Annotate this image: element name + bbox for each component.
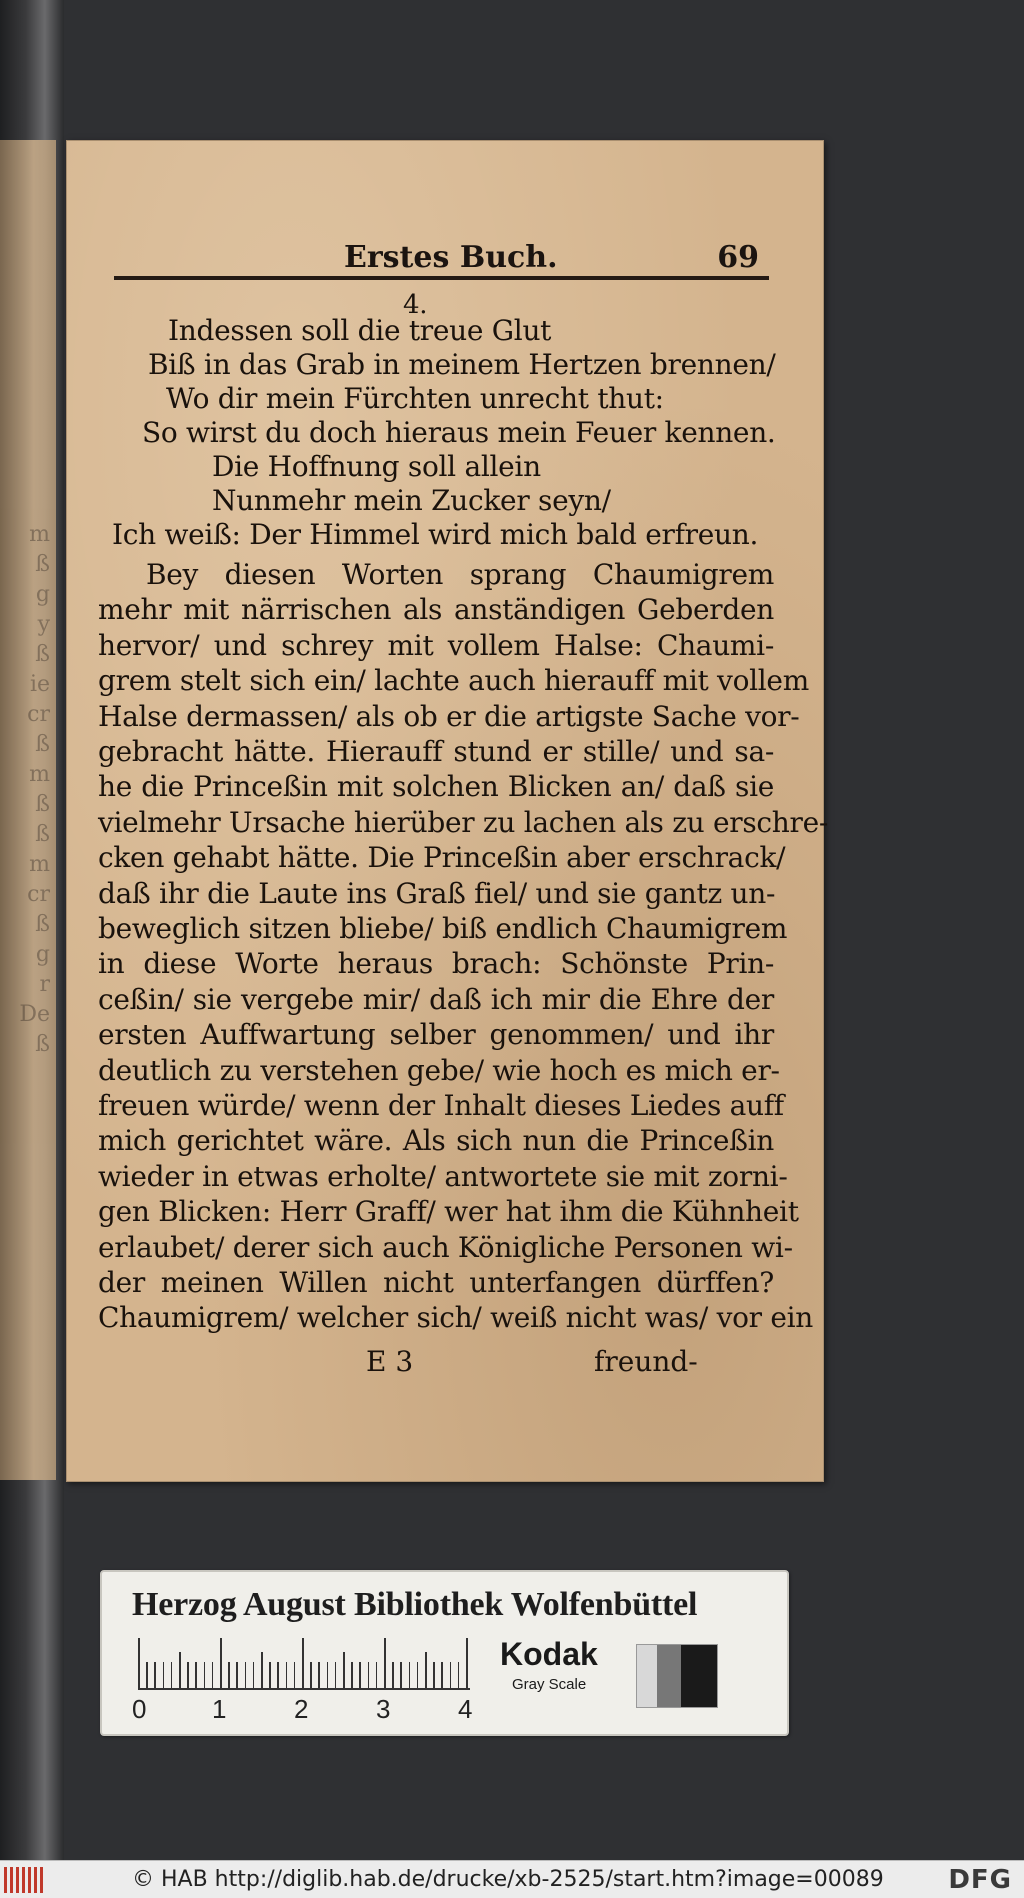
ruler-tick	[376, 1662, 378, 1688]
ruler-tick	[269, 1662, 271, 1688]
poem-line: Indessen soll die treue Glut	[168, 314, 552, 347]
color-reference-card	[100, 1570, 789, 1736]
ruler-tick	[335, 1662, 337, 1688]
ruler-tick	[154, 1662, 156, 1688]
poem-line: Ich weiß: Der Himmel wird mich bald erfreun.	[112, 518, 759, 551]
prose-line: he die Princeßin mit solchen Blicken an/ daß sie	[98, 770, 774, 804]
prose-line: daß ihr die Laute ins Graß fiel/ und sie gantz un-	[98, 876, 776, 910]
prose-line: in diese Worte heraus brach: Schönste Prin-	[98, 947, 774, 981]
adjacent-page-edge	[0, 0, 64, 1860]
prose-line: wieder in etwas erholte/ antwortete sie mit zorni-	[98, 1159, 788, 1193]
ghost-glyph: ß	[35, 1032, 50, 1057]
prose-line: grem stelt sich ein/ lachte auch hierauff mit vollem	[98, 664, 809, 698]
ghost-glyph: m	[29, 852, 50, 877]
prose-line: Bey diesen Worten sprang Chaumigrem	[146, 558, 774, 591]
ruler-tick	[450, 1662, 452, 1688]
stanza-number: 4.	[403, 290, 428, 320]
ruler-tick	[310, 1662, 312, 1688]
ruler-number: 3	[376, 1694, 391, 1724]
ruler-tick	[343, 1652, 345, 1688]
signature-mark: E 3	[366, 1345, 414, 1378]
ruler-tick	[351, 1662, 353, 1688]
ruler-number: 0	[132, 1694, 147, 1724]
ghost-glyph: cr	[27, 702, 50, 727]
poem-line: Nunmehr mein Zucker seyn/	[212, 484, 611, 517]
prose-line: deutlich zu verstehen gebe/ wie hoch es mich er-	[98, 1053, 780, 1087]
running-head: Erstes Buch.	[344, 240, 558, 275]
ruler-tick	[286, 1662, 288, 1688]
ghost-glyph: cr	[27, 882, 50, 907]
ruler-tick	[146, 1662, 148, 1688]
gray-scale-label: Gray Scale	[512, 1676, 587, 1693]
source-footer-bar	[0, 1860, 1024, 1898]
ruler-number: 1	[212, 1694, 227, 1724]
ruler-tick	[253, 1662, 255, 1688]
ruler-tick	[359, 1662, 361, 1688]
ruler-tick	[458, 1662, 460, 1688]
prose-line: ceßin/ sie vergebe mir/ daß ich mir die Ehre der	[98, 982, 774, 1016]
ghost-glyph: ß	[35, 912, 50, 937]
ghost-glyph: ß	[35, 552, 50, 577]
source-url[interactable]: © HAB http://diglib.hab.de/drucke/xb-2525/start.htm?image=00089	[132, 1867, 884, 1892]
ruler-tick	[228, 1662, 230, 1688]
page-footer	[66, 1345, 824, 1385]
prose-line: Chaumigrem/ welcher sich/ weiß nicht was/ vor ein	[98, 1301, 814, 1335]
prose-line: erlaubet/ derer sich auch Königliche Personen wi-	[98, 1230, 793, 1264]
ruler-tick	[138, 1638, 140, 1688]
prose-line: vielmehr Ursache hierüber zu lachen als zu erschre-	[98, 805, 829, 839]
ruler-tick	[302, 1638, 304, 1688]
ghost-glyph: ie	[29, 672, 50, 697]
ruler-tick	[179, 1652, 181, 1688]
ruler-tick	[204, 1662, 206, 1688]
ruler-tick	[433, 1662, 435, 1688]
header-rule	[114, 276, 769, 280]
prose-line: der meinen Willen nicht unterfangen dürffen?	[98, 1266, 774, 1299]
ruler-tick	[163, 1662, 165, 1688]
ghost-glyph: De	[19, 1002, 50, 1027]
prose-line: Halse dermassen/ als ob er die artigste Sache vor-	[98, 699, 800, 733]
page-number: 69	[717, 240, 759, 275]
ruler-tick	[327, 1662, 329, 1688]
poem-line: Wo dir mein Fürchten unrecht thut:	[166, 382, 664, 415]
ruler-tick	[392, 1662, 394, 1688]
ruler-tick	[425, 1652, 427, 1688]
prose-line: hervor/ und schrey mit vollem Halse: Chaumi-	[98, 628, 774, 662]
page-header	[114, 236, 769, 280]
ruler-number: 2	[294, 1694, 309, 1724]
poem-line: Biß in das Grab in meinem Hertzen brennen/	[148, 348, 776, 381]
ruler-tick	[195, 1662, 197, 1688]
ruler-tick	[368, 1662, 370, 1688]
ruler-tick	[441, 1662, 443, 1688]
ruler-tick	[294, 1662, 296, 1688]
poem-line: So wirst du doch hieraus mein Feuer kennen.	[142, 416, 776, 449]
hab-barcode-logo-icon	[4, 1867, 46, 1893]
prose-line: gen Blicken: Herr Graff/ wer hat ihm die Kühnheit	[98, 1195, 799, 1229]
book-page	[66, 140, 829, 1482]
poem-line: Die Hoffnung soll allein	[212, 450, 541, 483]
ruler-tick	[187, 1662, 189, 1688]
ruler-tick	[261, 1652, 263, 1688]
ghost-glyph: ß	[35, 822, 50, 847]
library-title: Herzog August Bibliothek Wolfenbüttel	[132, 1586, 698, 1623]
kodak-logo: Kodak	[500, 1636, 598, 1672]
prose-line: mehr mit närrischen als anständigen Geberden	[98, 593, 774, 627]
ruler-tick	[277, 1662, 279, 1688]
ruler-number: 4	[458, 1694, 473, 1724]
ghost-glyph: g	[35, 582, 50, 607]
ruler-tick	[236, 1662, 238, 1688]
ruler-tick	[466, 1638, 468, 1688]
ruler-tick	[417, 1662, 419, 1688]
ghost-glyph: ß	[35, 792, 50, 817]
ghost-glyph: m	[29, 762, 50, 787]
ruler-tick	[318, 1662, 320, 1688]
ghost-glyph: r	[39, 972, 50, 997]
ruler-tick	[220, 1638, 222, 1688]
ruler-tick	[409, 1662, 411, 1688]
ruler-tick	[384, 1638, 386, 1688]
ruler-tick	[400, 1662, 402, 1688]
ghost-glyph: y	[37, 612, 50, 637]
prose-line: gebracht hätte. Hierauff stund er stille/ und sa-	[98, 735, 774, 768]
ghost-glyph: g	[35, 942, 50, 967]
ghost-glyph: ß	[35, 642, 50, 667]
prose-line: cken gehabt hätte. Die Princeßin aber erschrack/	[98, 841, 786, 875]
ghost-glyph: m	[29, 522, 50, 547]
ruler-tick	[245, 1662, 247, 1688]
ruler-tick	[212, 1662, 214, 1688]
prose-line: mich gerichtet wäre. Als sich nun die Princeßin	[98, 1124, 774, 1158]
dfg-logo: DFG	[948, 1865, 1012, 1895]
catchword: freund-	[594, 1345, 698, 1378]
prose-line: freuen würde/ wenn der Inhalt dieses Liedes auff	[98, 1089, 784, 1122]
prose-line: beweglich sitzen bliebe/ biß endlich Chaumigrem	[98, 912, 788, 945]
adjacent-page-paper	[0, 140, 56, 1480]
prose-line: ersten Auffwartung selber genommen/ und ihr	[98, 1018, 774, 1052]
ghost-glyph: ß	[35, 732, 50, 757]
gray-scale-patch	[636, 1644, 718, 1708]
ruler-tick	[171, 1662, 173, 1688]
scale-ruler	[138, 1638, 470, 1690]
